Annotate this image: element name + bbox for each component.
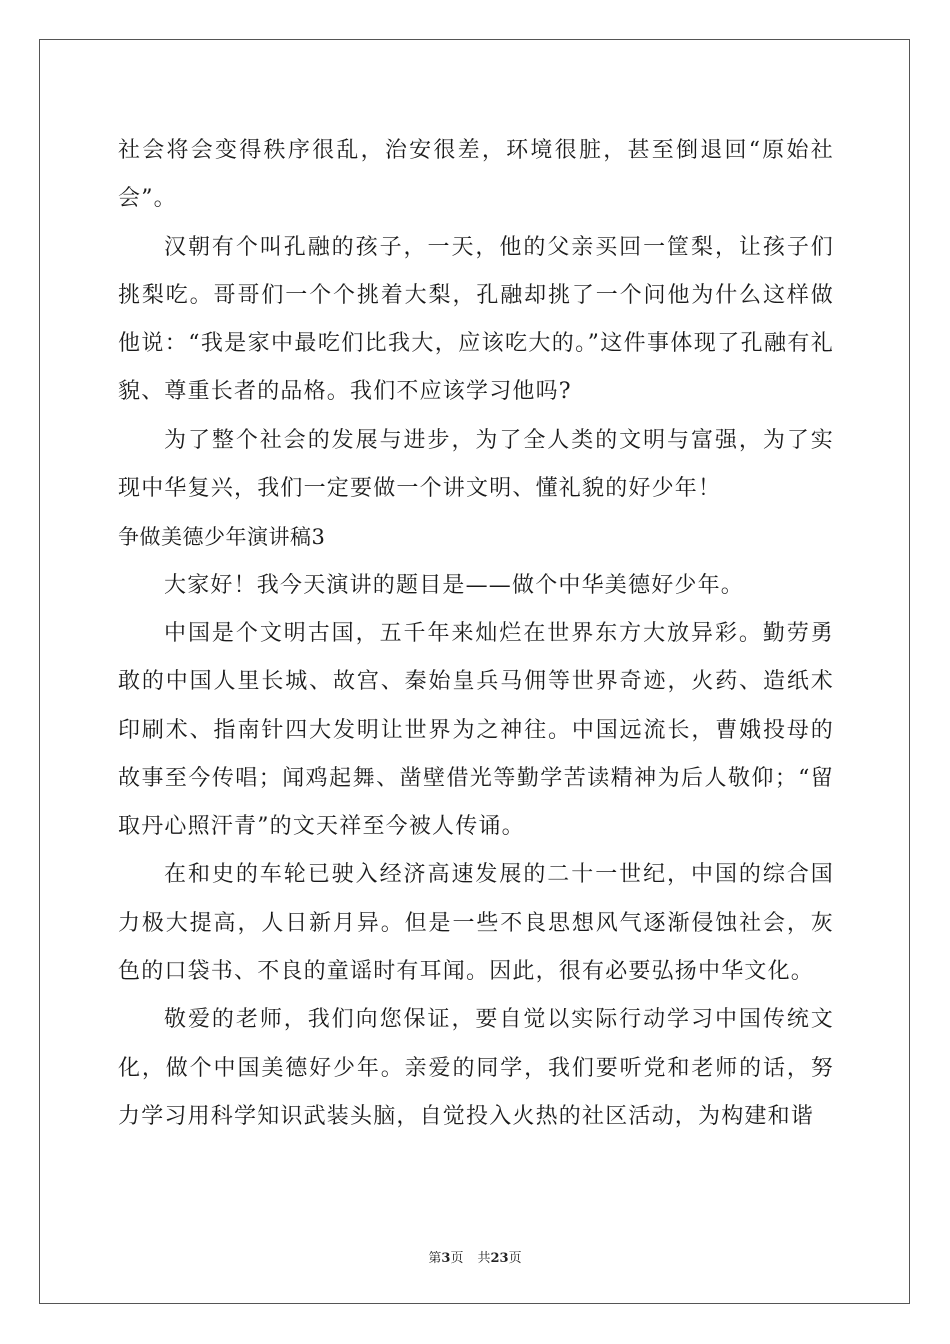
- page-footer: [0, 1247, 950, 1266]
- paragraph-1: 社会将会变得秩序很乱，治安很差，环境很脏，甚至倒退回“原始社会”。: [118, 138, 834, 212]
- page-prefix: 第: [428, 1251, 442, 1266]
- section-heading: 争做美德少年演讲稿3: [118, 525, 326, 550]
- document-body: [118, 127, 834, 1141]
- page-suffix: 页: [450, 1251, 464, 1266]
- page-number: 3: [441, 1251, 451, 1266]
- total-pages: 23: [490, 1251, 509, 1266]
- paragraph-6: 中国是个文明古国，五千年来灿烂在世界东方大放异彩。勤劳勇敢的中国人里长城、故宫、秦始皇兵马佣等世界奇迹，火药、造纸术印刷术、指南针四大发明让世界为之神往。中国远流长，曹娥投母的故事至今传唱；闻鸡起舞、凿壁借光等勤学苦读精神为后人敬仰；“留取丹心照汗青”的文天祥至今被人传诵。: [118, 620, 834, 840]
- paragraph-3: 为了整个社会的发展与进步，为了全人类的文明与富强，为了实现中华复兴，我们一定要做一个讲文明、懂礼貌的好少年！: [118, 427, 834, 502]
- total-prefix: 共: [477, 1251, 491, 1266]
- paragraph-2: 汉朝有个叫孔融的孩子，一天，他的父亲买回一筐梨，让孩子们挑梨吃。哥哥们一个个挑着大梨，孔融却挑了一个问他为什么这样做他说：“我是家中最吃们比我大，应该吃大的。”这件事体现了孔融有礼貌、尊重长者的品格。我们不应该学习他吗?: [118, 234, 834, 405]
- paragraph-7: 在和史的车轮已驶入经济高速发展的二十一世纪，中国的综合国力极大提高，人日新月异。但是一些不良思想风气逐渐侵蚀社会，灰色的口袋书、不良的童谣时有耳闻。因此，很有必要弘扬中华文化。: [118, 862, 834, 985]
- paragraph-5: 大家好！我今天演讲的题目是——做个中华美德好少年。: [164, 572, 745, 598]
- paragraph-8: 敬爱的老师，我们向您保证，要自觉以实际行动学习中国传统文化，做个中国美德好少年。亲爱的同学，我们要听党和老师的话，努力学习用科学知识武装头脑，自觉投入火热的社区活动，为构建和谐: [118, 1007, 834, 1129]
- total-suffix: 页: [508, 1251, 522, 1266]
